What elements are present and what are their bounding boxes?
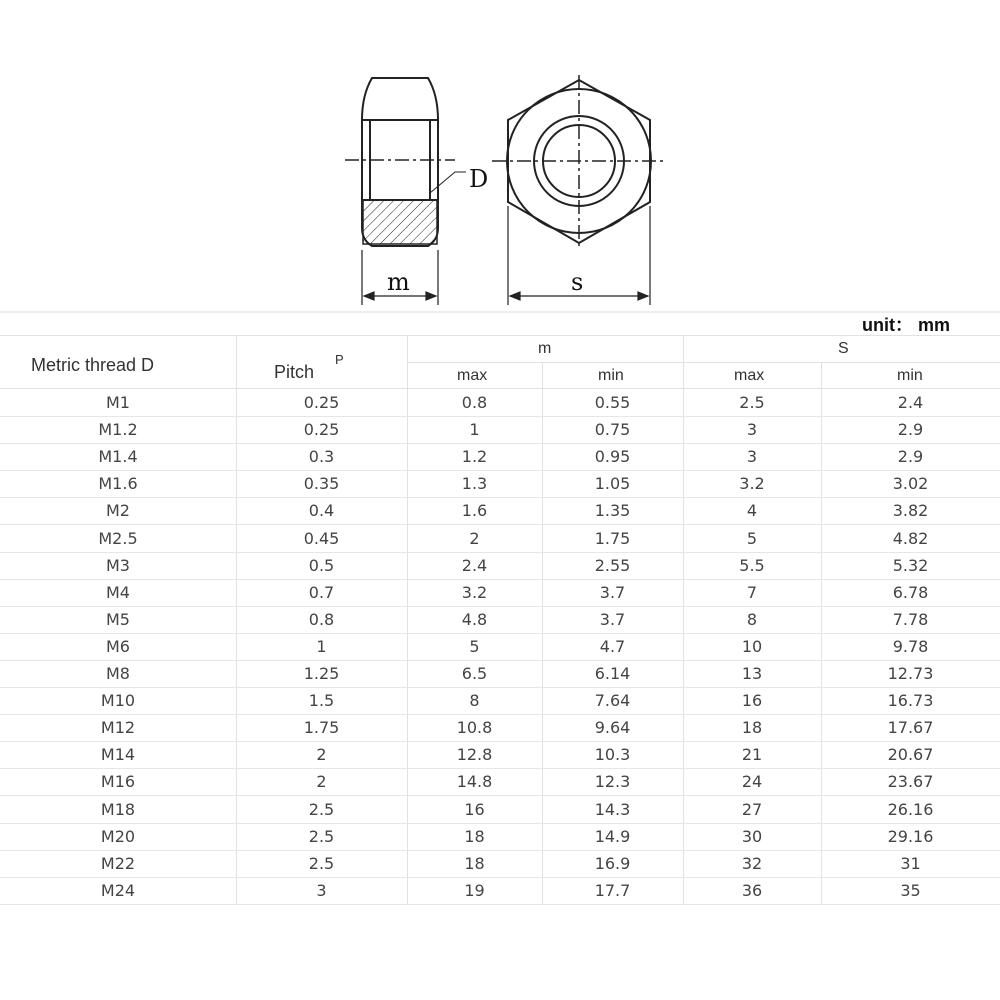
table-row [0,579,1000,607]
cell-s-max: 7 [746,582,758,602]
cell-m-min: 2.55 [594,555,631,575]
cell-thread: M2 [106,501,130,521]
table-row [0,497,1000,525]
header-s-group: S [838,340,849,357]
cell-thread: M2.5 [98,528,138,548]
cell-thread: M5 [106,609,130,629]
cell-m-min: 0.95 [594,447,631,467]
cell-thread: M22 [100,853,136,873]
cell-pitch: 0.8 [308,609,335,629]
cell-s-min: 20.67 [887,745,934,765]
cell-m-max: 1 [469,420,480,440]
cell-m-min: 1.75 [594,528,631,548]
cell-s-min: 2.9 [897,447,924,467]
cell-m-min: 3.7 [599,609,626,629]
cell-m-max: 0.8 [461,393,488,412]
cell-s-max: 8 [746,609,758,629]
cell-pitch: 0.4 [308,501,335,521]
cell-m-max: 1.3 [461,474,488,494]
cell-thread: M20 [100,826,136,846]
cell-m-max: 1.2 [461,447,488,467]
cell-m-max: 16 [464,799,485,819]
cell-pitch: 2.5 [308,853,335,873]
cell-s-max: 4 [746,501,758,521]
table-row [0,660,1000,688]
cell-s-max: 27 [741,799,763,819]
cell-s-min: 17.67 [887,718,934,738]
cell-m-min: 17.7 [594,880,631,900]
table-row [0,606,1000,634]
cell-pitch: 2 [316,745,327,765]
header-s-max: max [734,367,765,384]
header-thread: Metric thread D [31,355,155,375]
cell-thread: M16 [100,772,136,792]
cell-m-max: 3.2 [461,582,488,602]
cell-thread: M3 [106,555,130,575]
cell-s-max: 16 [741,691,763,711]
cell-m-max: 5 [469,636,480,656]
cell-m-max: 2 [469,528,480,548]
cell-pitch: 0.7 [308,582,335,602]
cell-thread: M24 [100,880,136,900]
cell-s-max: 30 [741,826,763,846]
cell-s-min: 3.82 [892,501,929,521]
cell-m-max: 12.8 [456,745,493,765]
cell-m-min: 14.9 [594,826,631,846]
cell-s-max: 21 [741,745,763,765]
cell-s-min: 12.73 [887,664,934,683]
cell-s-min: 7.78 [892,609,929,629]
table-row [0,768,1000,796]
nut-side-view [362,78,438,246]
cell-m-max: 18 [464,853,485,873]
label-d: D [469,165,489,193]
cell-s-max: 18 [741,718,763,738]
cell-thread: M18 [100,799,136,819]
d-leader-line [430,172,466,193]
cell-s-max: 3 [746,447,758,467]
cell-m-min: 16.9 [594,853,631,873]
cell-s-min: 2.4 [897,393,924,412]
cell-s-min: 16.73 [887,691,934,711]
cell-m-max: 6.5 [461,664,488,683]
table-row [0,796,1000,824]
cell-thread: M1.2 [98,420,138,440]
cell-s-min: 35 [900,880,921,900]
cell-s-min: 4.82 [892,528,929,548]
cell-s-min: 5.32 [892,555,929,575]
cell-m-max: 8 [469,691,480,711]
cell-m-max: 4.8 [461,609,488,629]
table-row [0,823,1000,851]
table-row [0,389,1000,417]
cell-m-max: 14.8 [456,772,493,792]
header-pitch: Pitch [274,362,315,382]
table-row [0,633,1000,661]
cell-m-min: 7.64 [594,691,631,711]
cell-s-min: 29.16 [887,826,934,846]
cell-m-max: 19 [464,880,485,900]
table-row [0,741,1000,769]
cell-s-max: 32 [741,853,763,873]
cell-thread: M1.6 [98,474,138,494]
unit-label: unit： mm [862,315,950,335]
cell-s-max: 10 [741,636,763,656]
cell-m-max: 1.6 [461,501,488,521]
cell-thread: M14 [100,745,136,765]
cell-m-min: 12.3 [594,772,631,792]
table-row [0,470,1000,498]
table-row [0,877,1000,905]
cell-s-max: 13 [741,664,763,683]
table-row [0,687,1000,715]
cell-pitch: 2.5 [308,826,335,846]
cell-pitch: 2.5 [308,799,335,819]
cell-s-min: 23.67 [887,772,934,792]
cell-thread: M10 [100,691,136,711]
table-header [0,335,1000,389]
hex-nut-drawing [0,0,1000,320]
table-row [0,443,1000,471]
cell-m-min: 4.7 [599,636,626,656]
cell-s-min: 2.9 [897,420,924,440]
cell-pitch: 0.5 [308,555,335,575]
header-m-group: m [538,340,552,357]
cell-m-min: 6.14 [594,664,631,683]
cell-pitch: 2 [316,772,327,792]
cell-pitch: 3 [316,880,327,900]
cell-pitch: 0.35 [303,474,340,494]
header-pitch-sup: P [335,352,344,367]
cell-thread: M6 [106,636,130,656]
cell-m-min: 1.35 [594,501,631,521]
cell-m-max: 10.8 [456,718,493,738]
header-s-min: min [897,367,923,384]
cell-pitch: 0.45 [303,528,340,548]
cell-s-max: 2.5 [739,393,765,412]
cell-thread: M12 [100,718,136,738]
cell-s-max: 24 [741,772,763,792]
cell-pitch: 0.25 [303,393,340,412]
cell-s-max: 3 [746,420,758,440]
header-m-max: max [457,367,488,384]
cell-m-min: 14.3 [594,799,631,819]
table-row [0,850,1000,878]
cell-thread: M1.4 [98,447,138,467]
cell-pitch: 1.25 [303,664,340,683]
cell-pitch: 1.5 [308,691,335,711]
table-row [0,714,1000,742]
cell-s-max: 36 [741,880,763,900]
cell-m-min: 9.64 [594,718,631,738]
cell-s-max: 3.2 [739,474,765,494]
header-m-min: min [598,367,624,384]
cell-m-max: 18 [464,826,485,846]
cell-s-max: 5 [746,528,758,548]
cell-thread: M4 [106,582,130,602]
cell-pitch: 0.3 [308,447,335,467]
cell-pitch: 1.75 [303,718,340,738]
cell-m-min: 0.75 [594,420,631,440]
cell-thread: M8 [106,664,130,683]
table-row [0,416,1000,444]
cell-s-min: 9.78 [892,636,929,656]
cell-m-min: 1.05 [594,474,631,494]
cell-pitch: 0.25 [303,420,340,440]
cell-m-min: 0.55 [594,393,631,412]
cell-m-min: 10.3 [594,745,631,765]
cell-m-min: 3.7 [599,582,626,602]
table-row [0,525,1000,553]
cell-s-min: 26.16 [887,799,934,819]
cell-m-max: 2.4 [461,555,488,575]
table-row [0,552,1000,580]
label-s: s [571,268,584,296]
cell-thread: M1 [106,393,130,412]
cell-pitch: 1 [316,636,327,656]
cell-s-min: 3.02 [892,474,929,494]
cell-s-max: 5.5 [739,555,765,575]
cell-s-min: 31 [900,853,921,873]
cell-s-min: 6.78 [892,582,929,602]
label-m: m [387,268,410,296]
